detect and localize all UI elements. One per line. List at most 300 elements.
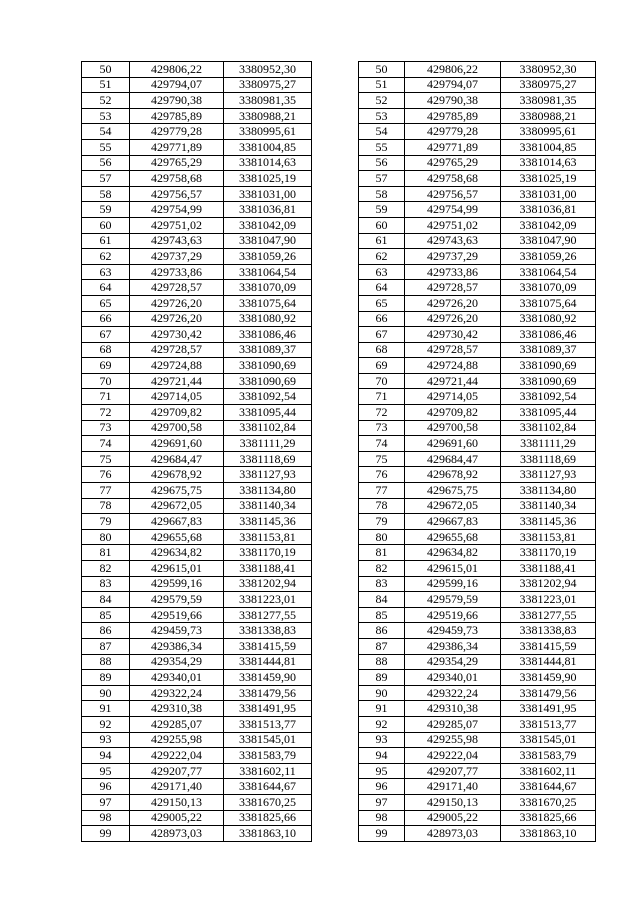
y-coordinate-cell: 3381479,56 bbox=[501, 685, 596, 701]
x-coordinate-cell: 429005,22 bbox=[130, 810, 224, 826]
y-coordinate-cell: 3381825,66 bbox=[224, 810, 312, 826]
x-coordinate-cell: 429354,29 bbox=[130, 654, 224, 670]
x-coordinate-cell: 429150,13 bbox=[405, 794, 501, 810]
point-number-cell: 62 bbox=[359, 249, 405, 265]
y-coordinate-cell: 3381089,37 bbox=[224, 342, 312, 358]
point-number-cell: 63 bbox=[82, 264, 130, 280]
point-number-cell: 95 bbox=[82, 763, 130, 779]
x-coordinate-cell: 429207,77 bbox=[130, 763, 224, 779]
table-row bbox=[359, 638, 596, 654]
y-coordinate-cell: 3381602,11 bbox=[224, 763, 312, 779]
table-row bbox=[359, 217, 596, 233]
table-row bbox=[82, 186, 312, 202]
table-row bbox=[359, 685, 596, 701]
point-number-cell: 85 bbox=[359, 607, 405, 623]
table-row bbox=[359, 186, 596, 202]
point-number-cell: 96 bbox=[82, 779, 130, 795]
table-row bbox=[82, 545, 312, 561]
y-coordinate-cell: 3381140,34 bbox=[501, 498, 596, 514]
point-number-cell: 99 bbox=[82, 826, 130, 842]
point-number-cell: 59 bbox=[359, 202, 405, 218]
y-coordinate-cell: 3381670,25 bbox=[501, 794, 596, 810]
y-coordinate-cell: 3380952,30 bbox=[501, 62, 596, 78]
y-coordinate-cell: 3381583,79 bbox=[224, 748, 312, 764]
x-coordinate-cell: 429579,59 bbox=[130, 592, 224, 608]
x-coordinate-cell: 429655,68 bbox=[405, 529, 501, 545]
table-row bbox=[359, 295, 596, 311]
x-coordinate-cell: 429340,01 bbox=[405, 670, 501, 686]
x-coordinate-cell: 429790,38 bbox=[405, 93, 501, 109]
x-coordinate-cell: 429733,86 bbox=[405, 264, 501, 280]
table-row bbox=[359, 202, 596, 218]
y-coordinate-cell: 3381140,34 bbox=[224, 498, 312, 514]
point-number-cell: 74 bbox=[359, 436, 405, 452]
table-row bbox=[82, 451, 312, 467]
x-coordinate-cell: 429684,47 bbox=[405, 451, 501, 467]
y-coordinate-cell: 3381338,83 bbox=[224, 623, 312, 639]
table-row bbox=[359, 498, 596, 514]
y-coordinate-cell: 3381145,36 bbox=[501, 514, 596, 530]
point-number-cell: 58 bbox=[359, 186, 405, 202]
table-row bbox=[82, 342, 312, 358]
table-row bbox=[82, 716, 312, 732]
point-number-cell: 60 bbox=[359, 217, 405, 233]
point-number-cell: 54 bbox=[359, 124, 405, 140]
x-coordinate-cell: 429678,92 bbox=[405, 467, 501, 483]
table-row bbox=[82, 592, 312, 608]
y-coordinate-cell: 3381188,41 bbox=[224, 561, 312, 577]
table-row bbox=[359, 748, 596, 764]
point-number-cell: 55 bbox=[359, 139, 405, 155]
point-number-cell: 69 bbox=[359, 358, 405, 374]
x-coordinate-cell: 429459,73 bbox=[405, 623, 501, 639]
table-row bbox=[359, 514, 596, 530]
y-coordinate-cell: 3381095,44 bbox=[224, 405, 312, 421]
x-coordinate-cell: 429459,73 bbox=[130, 623, 224, 639]
point-number-cell: 67 bbox=[82, 327, 130, 343]
table-row bbox=[359, 529, 596, 545]
table-row bbox=[82, 233, 312, 249]
x-coordinate-cell: 429726,20 bbox=[130, 295, 224, 311]
table-row bbox=[82, 264, 312, 280]
point-number-cell: 87 bbox=[82, 638, 130, 654]
y-coordinate-cell: 3381153,81 bbox=[224, 529, 312, 545]
y-coordinate-cell: 3381545,01 bbox=[501, 732, 596, 748]
y-coordinate-cell: 3381202,94 bbox=[501, 576, 596, 592]
table-row bbox=[82, 654, 312, 670]
x-coordinate-cell: 429733,86 bbox=[130, 264, 224, 280]
point-number-cell: 55 bbox=[82, 139, 130, 155]
point-number-cell: 87 bbox=[359, 638, 405, 654]
y-coordinate-cell: 3381090,69 bbox=[501, 373, 596, 389]
y-coordinate-cell: 3381047,90 bbox=[224, 233, 312, 249]
x-coordinate-cell: 429728,57 bbox=[130, 342, 224, 358]
y-coordinate-cell: 3381042,09 bbox=[224, 217, 312, 233]
table-row bbox=[82, 420, 312, 436]
point-number-cell: 60 bbox=[82, 217, 130, 233]
table-row bbox=[359, 311, 596, 327]
y-coordinate-cell: 3381036,81 bbox=[501, 202, 596, 218]
point-number-cell: 97 bbox=[82, 794, 130, 810]
point-number-cell: 84 bbox=[82, 592, 130, 608]
x-coordinate-cell: 429672,05 bbox=[405, 498, 501, 514]
right-table-body bbox=[359, 62, 596, 842]
table-row bbox=[359, 155, 596, 171]
x-coordinate-cell: 429728,57 bbox=[130, 280, 224, 296]
y-coordinate-cell: 3381127,93 bbox=[224, 467, 312, 483]
y-coordinate-cell: 3381670,25 bbox=[224, 794, 312, 810]
point-number-cell: 98 bbox=[359, 810, 405, 826]
x-coordinate-cell: 429724,88 bbox=[130, 358, 224, 374]
point-number-cell: 57 bbox=[82, 171, 130, 187]
table-row bbox=[82, 826, 312, 842]
x-coordinate-cell: 429728,57 bbox=[405, 280, 501, 296]
x-coordinate-cell: 428973,03 bbox=[130, 826, 224, 842]
table-row bbox=[359, 405, 596, 421]
y-coordinate-cell: 3381086,46 bbox=[501, 327, 596, 343]
table-row bbox=[359, 826, 596, 842]
x-coordinate-cell: 429579,59 bbox=[405, 592, 501, 608]
point-number-cell: 64 bbox=[359, 280, 405, 296]
x-coordinate-cell: 428973,03 bbox=[405, 826, 501, 842]
point-number-cell: 70 bbox=[82, 373, 130, 389]
x-coordinate-cell: 429615,01 bbox=[130, 561, 224, 577]
table-row bbox=[82, 810, 312, 826]
x-coordinate-cell: 429386,34 bbox=[405, 638, 501, 654]
table-row bbox=[359, 171, 596, 187]
point-number-cell: 96 bbox=[359, 779, 405, 795]
point-number-cell: 67 bbox=[359, 327, 405, 343]
table-row bbox=[82, 483, 312, 499]
table-row bbox=[359, 124, 596, 140]
point-number-cell: 82 bbox=[82, 561, 130, 577]
x-coordinate-cell: 429667,83 bbox=[130, 514, 224, 530]
y-coordinate-cell: 3381170,19 bbox=[224, 545, 312, 561]
point-number-cell: 90 bbox=[359, 685, 405, 701]
table-row bbox=[359, 623, 596, 639]
y-coordinate-cell: 3381014,63 bbox=[501, 155, 596, 171]
y-coordinate-cell: 3381644,67 bbox=[501, 779, 596, 795]
point-number-cell: 90 bbox=[82, 685, 130, 701]
x-coordinate-cell: 429691,60 bbox=[130, 436, 224, 452]
point-number-cell: 78 bbox=[359, 498, 405, 514]
x-coordinate-cell: 429737,29 bbox=[130, 249, 224, 265]
y-coordinate-cell: 3381118,69 bbox=[501, 451, 596, 467]
point-number-cell: 59 bbox=[82, 202, 130, 218]
y-coordinate-cell: 3381059,26 bbox=[224, 249, 312, 265]
x-coordinate-cell: 429709,82 bbox=[405, 405, 501, 421]
table-row bbox=[359, 139, 596, 155]
point-number-cell: 88 bbox=[359, 654, 405, 670]
x-coordinate-cell: 429700,58 bbox=[130, 420, 224, 436]
y-coordinate-cell: 3380952,30 bbox=[224, 62, 312, 78]
table-row bbox=[359, 467, 596, 483]
y-coordinate-cell: 3381111,29 bbox=[224, 436, 312, 452]
x-coordinate-cell: 429726,20 bbox=[130, 311, 224, 327]
x-coordinate-cell: 429634,82 bbox=[130, 545, 224, 561]
point-number-cell: 66 bbox=[82, 311, 130, 327]
y-coordinate-cell: 3381090,69 bbox=[224, 373, 312, 389]
table-row bbox=[82, 794, 312, 810]
point-number-cell: 88 bbox=[82, 654, 130, 670]
point-number-cell: 73 bbox=[359, 420, 405, 436]
x-coordinate-cell: 429171,40 bbox=[405, 779, 501, 795]
x-coordinate-cell: 429340,01 bbox=[130, 670, 224, 686]
y-coordinate-cell: 3381070,09 bbox=[224, 280, 312, 296]
point-number-cell: 93 bbox=[82, 732, 130, 748]
y-coordinate-cell: 3381170,19 bbox=[501, 545, 596, 561]
point-number-cell: 75 bbox=[82, 451, 130, 467]
y-coordinate-cell: 3381047,90 bbox=[501, 233, 596, 249]
point-number-cell: 57 bbox=[359, 171, 405, 187]
table-row bbox=[82, 685, 312, 701]
table-row bbox=[359, 716, 596, 732]
table-row bbox=[82, 623, 312, 639]
table-row bbox=[82, 124, 312, 140]
y-coordinate-cell: 3381153,81 bbox=[501, 529, 596, 545]
point-number-cell: 53 bbox=[359, 108, 405, 124]
table-row bbox=[82, 389, 312, 405]
y-coordinate-cell: 3381092,54 bbox=[224, 389, 312, 405]
x-coordinate-cell: 429756,57 bbox=[405, 186, 501, 202]
table-row bbox=[82, 701, 312, 717]
x-coordinate-cell: 429714,05 bbox=[130, 389, 224, 405]
x-coordinate-cell: 429684,47 bbox=[130, 451, 224, 467]
table-row bbox=[82, 217, 312, 233]
y-coordinate-cell: 3381188,41 bbox=[501, 561, 596, 577]
x-coordinate-cell: 429207,77 bbox=[405, 763, 501, 779]
table-row bbox=[359, 763, 596, 779]
x-coordinate-cell: 429754,99 bbox=[405, 202, 501, 218]
x-coordinate-cell: 429691,60 bbox=[405, 436, 501, 452]
x-coordinate-cell: 429785,89 bbox=[405, 108, 501, 124]
point-number-cell: 89 bbox=[82, 670, 130, 686]
y-coordinate-cell: 3381118,69 bbox=[224, 451, 312, 467]
y-coordinate-cell: 3381042,09 bbox=[501, 217, 596, 233]
x-coordinate-cell: 429354,29 bbox=[405, 654, 501, 670]
point-number-cell: 79 bbox=[82, 514, 130, 530]
x-coordinate-cell: 429794,07 bbox=[130, 77, 224, 93]
table-row bbox=[359, 327, 596, 343]
y-coordinate-cell: 3381089,37 bbox=[501, 342, 596, 358]
point-number-cell: 80 bbox=[82, 529, 130, 545]
y-coordinate-cell: 3381031,00 bbox=[224, 186, 312, 202]
point-number-cell: 93 bbox=[359, 732, 405, 748]
x-coordinate-cell: 429599,16 bbox=[405, 576, 501, 592]
y-coordinate-cell: 3380995,61 bbox=[501, 124, 596, 140]
x-coordinate-cell: 429285,07 bbox=[405, 716, 501, 732]
table-row bbox=[82, 405, 312, 421]
point-number-cell: 53 bbox=[82, 108, 130, 124]
table-row bbox=[359, 77, 596, 93]
table-row bbox=[359, 545, 596, 561]
point-number-cell: 63 bbox=[359, 264, 405, 280]
table-row bbox=[82, 763, 312, 779]
y-coordinate-cell: 3381338,83 bbox=[501, 623, 596, 639]
point-number-cell: 68 bbox=[82, 342, 130, 358]
point-number-cell: 50 bbox=[359, 62, 405, 78]
x-coordinate-cell: 429310,38 bbox=[130, 701, 224, 717]
table-row bbox=[82, 77, 312, 93]
right-coordinate-table bbox=[358, 61, 596, 842]
x-coordinate-cell: 429743,63 bbox=[405, 233, 501, 249]
table-row bbox=[82, 139, 312, 155]
point-number-cell: 52 bbox=[82, 93, 130, 109]
table-row bbox=[82, 311, 312, 327]
table-row bbox=[359, 670, 596, 686]
point-number-cell: 99 bbox=[359, 826, 405, 842]
y-coordinate-cell: 3381202,94 bbox=[224, 576, 312, 592]
table-row bbox=[82, 280, 312, 296]
table-row bbox=[359, 420, 596, 436]
point-number-cell: 51 bbox=[359, 77, 405, 93]
y-coordinate-cell: 3381086,46 bbox=[224, 327, 312, 343]
x-coordinate-cell: 429255,98 bbox=[405, 732, 501, 748]
table-row bbox=[359, 249, 596, 265]
x-coordinate-cell: 429709,82 bbox=[130, 405, 224, 421]
table-row bbox=[359, 576, 596, 592]
table-row bbox=[82, 327, 312, 343]
table-row bbox=[359, 810, 596, 826]
point-number-cell: 91 bbox=[359, 701, 405, 717]
table-row bbox=[359, 373, 596, 389]
point-number-cell: 78 bbox=[82, 498, 130, 514]
x-coordinate-cell: 429765,29 bbox=[405, 155, 501, 171]
y-coordinate-cell: 3381025,19 bbox=[501, 171, 596, 187]
x-coordinate-cell: 429150,13 bbox=[130, 794, 224, 810]
x-coordinate-cell: 429672,05 bbox=[130, 498, 224, 514]
point-number-cell: 92 bbox=[359, 716, 405, 732]
y-coordinate-cell: 3380988,21 bbox=[501, 108, 596, 124]
table-row bbox=[82, 93, 312, 109]
point-number-cell: 81 bbox=[359, 545, 405, 561]
x-coordinate-cell: 429634,82 bbox=[405, 545, 501, 561]
y-coordinate-cell: 3381102,84 bbox=[501, 420, 596, 436]
y-coordinate-cell: 3381277,55 bbox=[501, 607, 596, 623]
point-number-cell: 94 bbox=[82, 748, 130, 764]
y-coordinate-cell: 3381863,10 bbox=[501, 826, 596, 842]
x-coordinate-cell: 429758,68 bbox=[405, 171, 501, 187]
y-coordinate-cell: 3381036,81 bbox=[224, 202, 312, 218]
point-number-cell: 94 bbox=[359, 748, 405, 764]
point-number-cell: 81 bbox=[82, 545, 130, 561]
table-row bbox=[82, 498, 312, 514]
y-coordinate-cell: 3381075,64 bbox=[501, 295, 596, 311]
y-coordinate-cell: 3380981,35 bbox=[501, 93, 596, 109]
right-coordinate-table-container bbox=[358, 61, 596, 842]
y-coordinate-cell: 3381059,26 bbox=[501, 249, 596, 265]
point-number-cell: 71 bbox=[359, 389, 405, 405]
y-coordinate-cell: 3381513,77 bbox=[224, 716, 312, 732]
x-coordinate-cell: 429005,22 bbox=[405, 810, 501, 826]
x-coordinate-cell: 429675,75 bbox=[405, 483, 501, 499]
table-row bbox=[82, 249, 312, 265]
point-number-cell: 71 bbox=[82, 389, 130, 405]
y-coordinate-cell: 3381223,01 bbox=[224, 592, 312, 608]
y-coordinate-cell: 3381090,69 bbox=[501, 358, 596, 374]
x-coordinate-cell: 429737,29 bbox=[405, 249, 501, 265]
y-coordinate-cell: 3381459,90 bbox=[501, 670, 596, 686]
x-coordinate-cell: 429771,89 bbox=[130, 139, 224, 155]
point-number-cell: 68 bbox=[359, 342, 405, 358]
point-number-cell: 70 bbox=[359, 373, 405, 389]
point-number-cell: 86 bbox=[359, 623, 405, 639]
x-coordinate-cell: 429765,29 bbox=[130, 155, 224, 171]
x-coordinate-cell: 429519,66 bbox=[405, 607, 501, 623]
x-coordinate-cell: 429655,68 bbox=[130, 529, 224, 545]
table-row bbox=[82, 748, 312, 764]
y-coordinate-cell: 3380975,27 bbox=[224, 77, 312, 93]
x-coordinate-cell: 429255,98 bbox=[130, 732, 224, 748]
table-row bbox=[82, 670, 312, 686]
x-coordinate-cell: 429386,34 bbox=[130, 638, 224, 654]
point-number-cell: 54 bbox=[82, 124, 130, 140]
point-number-cell: 52 bbox=[359, 93, 405, 109]
x-coordinate-cell: 429519,66 bbox=[130, 607, 224, 623]
table-row bbox=[82, 732, 312, 748]
y-coordinate-cell: 3381075,64 bbox=[224, 295, 312, 311]
point-number-cell: 79 bbox=[359, 514, 405, 530]
point-number-cell: 76 bbox=[82, 467, 130, 483]
x-coordinate-cell: 429790,38 bbox=[130, 93, 224, 109]
y-coordinate-cell: 3381491,95 bbox=[501, 701, 596, 717]
y-coordinate-cell: 3381025,19 bbox=[224, 171, 312, 187]
y-coordinate-cell: 3381491,95 bbox=[224, 701, 312, 717]
x-coordinate-cell: 429171,40 bbox=[130, 779, 224, 795]
point-number-cell: 77 bbox=[82, 483, 130, 499]
table-row bbox=[359, 264, 596, 280]
table-row bbox=[82, 373, 312, 389]
x-coordinate-cell: 429751,02 bbox=[130, 217, 224, 233]
table-row bbox=[359, 592, 596, 608]
x-coordinate-cell: 429322,24 bbox=[130, 685, 224, 701]
x-coordinate-cell: 429730,42 bbox=[130, 327, 224, 343]
point-number-cell: 61 bbox=[359, 233, 405, 249]
x-coordinate-cell: 429779,28 bbox=[405, 124, 501, 140]
x-coordinate-cell: 429678,92 bbox=[130, 467, 224, 483]
table-row bbox=[82, 561, 312, 577]
x-coordinate-cell: 429754,99 bbox=[130, 202, 224, 218]
table-row bbox=[359, 607, 596, 623]
table-row bbox=[359, 342, 596, 358]
y-coordinate-cell: 3381102,84 bbox=[224, 420, 312, 436]
table-row bbox=[359, 358, 596, 374]
x-coordinate-cell: 429599,16 bbox=[130, 576, 224, 592]
y-coordinate-cell: 3381583,79 bbox=[501, 748, 596, 764]
point-number-cell: 84 bbox=[359, 592, 405, 608]
y-coordinate-cell: 3381070,09 bbox=[501, 280, 596, 296]
point-number-cell: 86 bbox=[82, 623, 130, 639]
x-coordinate-cell: 429779,28 bbox=[130, 124, 224, 140]
point-number-cell: 77 bbox=[359, 483, 405, 499]
table-row bbox=[359, 483, 596, 499]
table-row bbox=[82, 779, 312, 795]
x-coordinate-cell: 429728,57 bbox=[405, 342, 501, 358]
y-coordinate-cell: 3381095,44 bbox=[501, 405, 596, 421]
x-coordinate-cell: 429785,89 bbox=[130, 108, 224, 124]
table-row bbox=[359, 794, 596, 810]
x-coordinate-cell: 429726,20 bbox=[405, 295, 501, 311]
table-row bbox=[359, 233, 596, 249]
x-coordinate-cell: 429751,02 bbox=[405, 217, 501, 233]
table-row bbox=[359, 561, 596, 577]
y-coordinate-cell: 3380975,27 bbox=[501, 77, 596, 93]
point-number-cell: 85 bbox=[82, 607, 130, 623]
table-row bbox=[82, 638, 312, 654]
table-row bbox=[359, 93, 596, 109]
point-number-cell: 64 bbox=[82, 280, 130, 296]
left-coordinate-table bbox=[81, 61, 312, 842]
